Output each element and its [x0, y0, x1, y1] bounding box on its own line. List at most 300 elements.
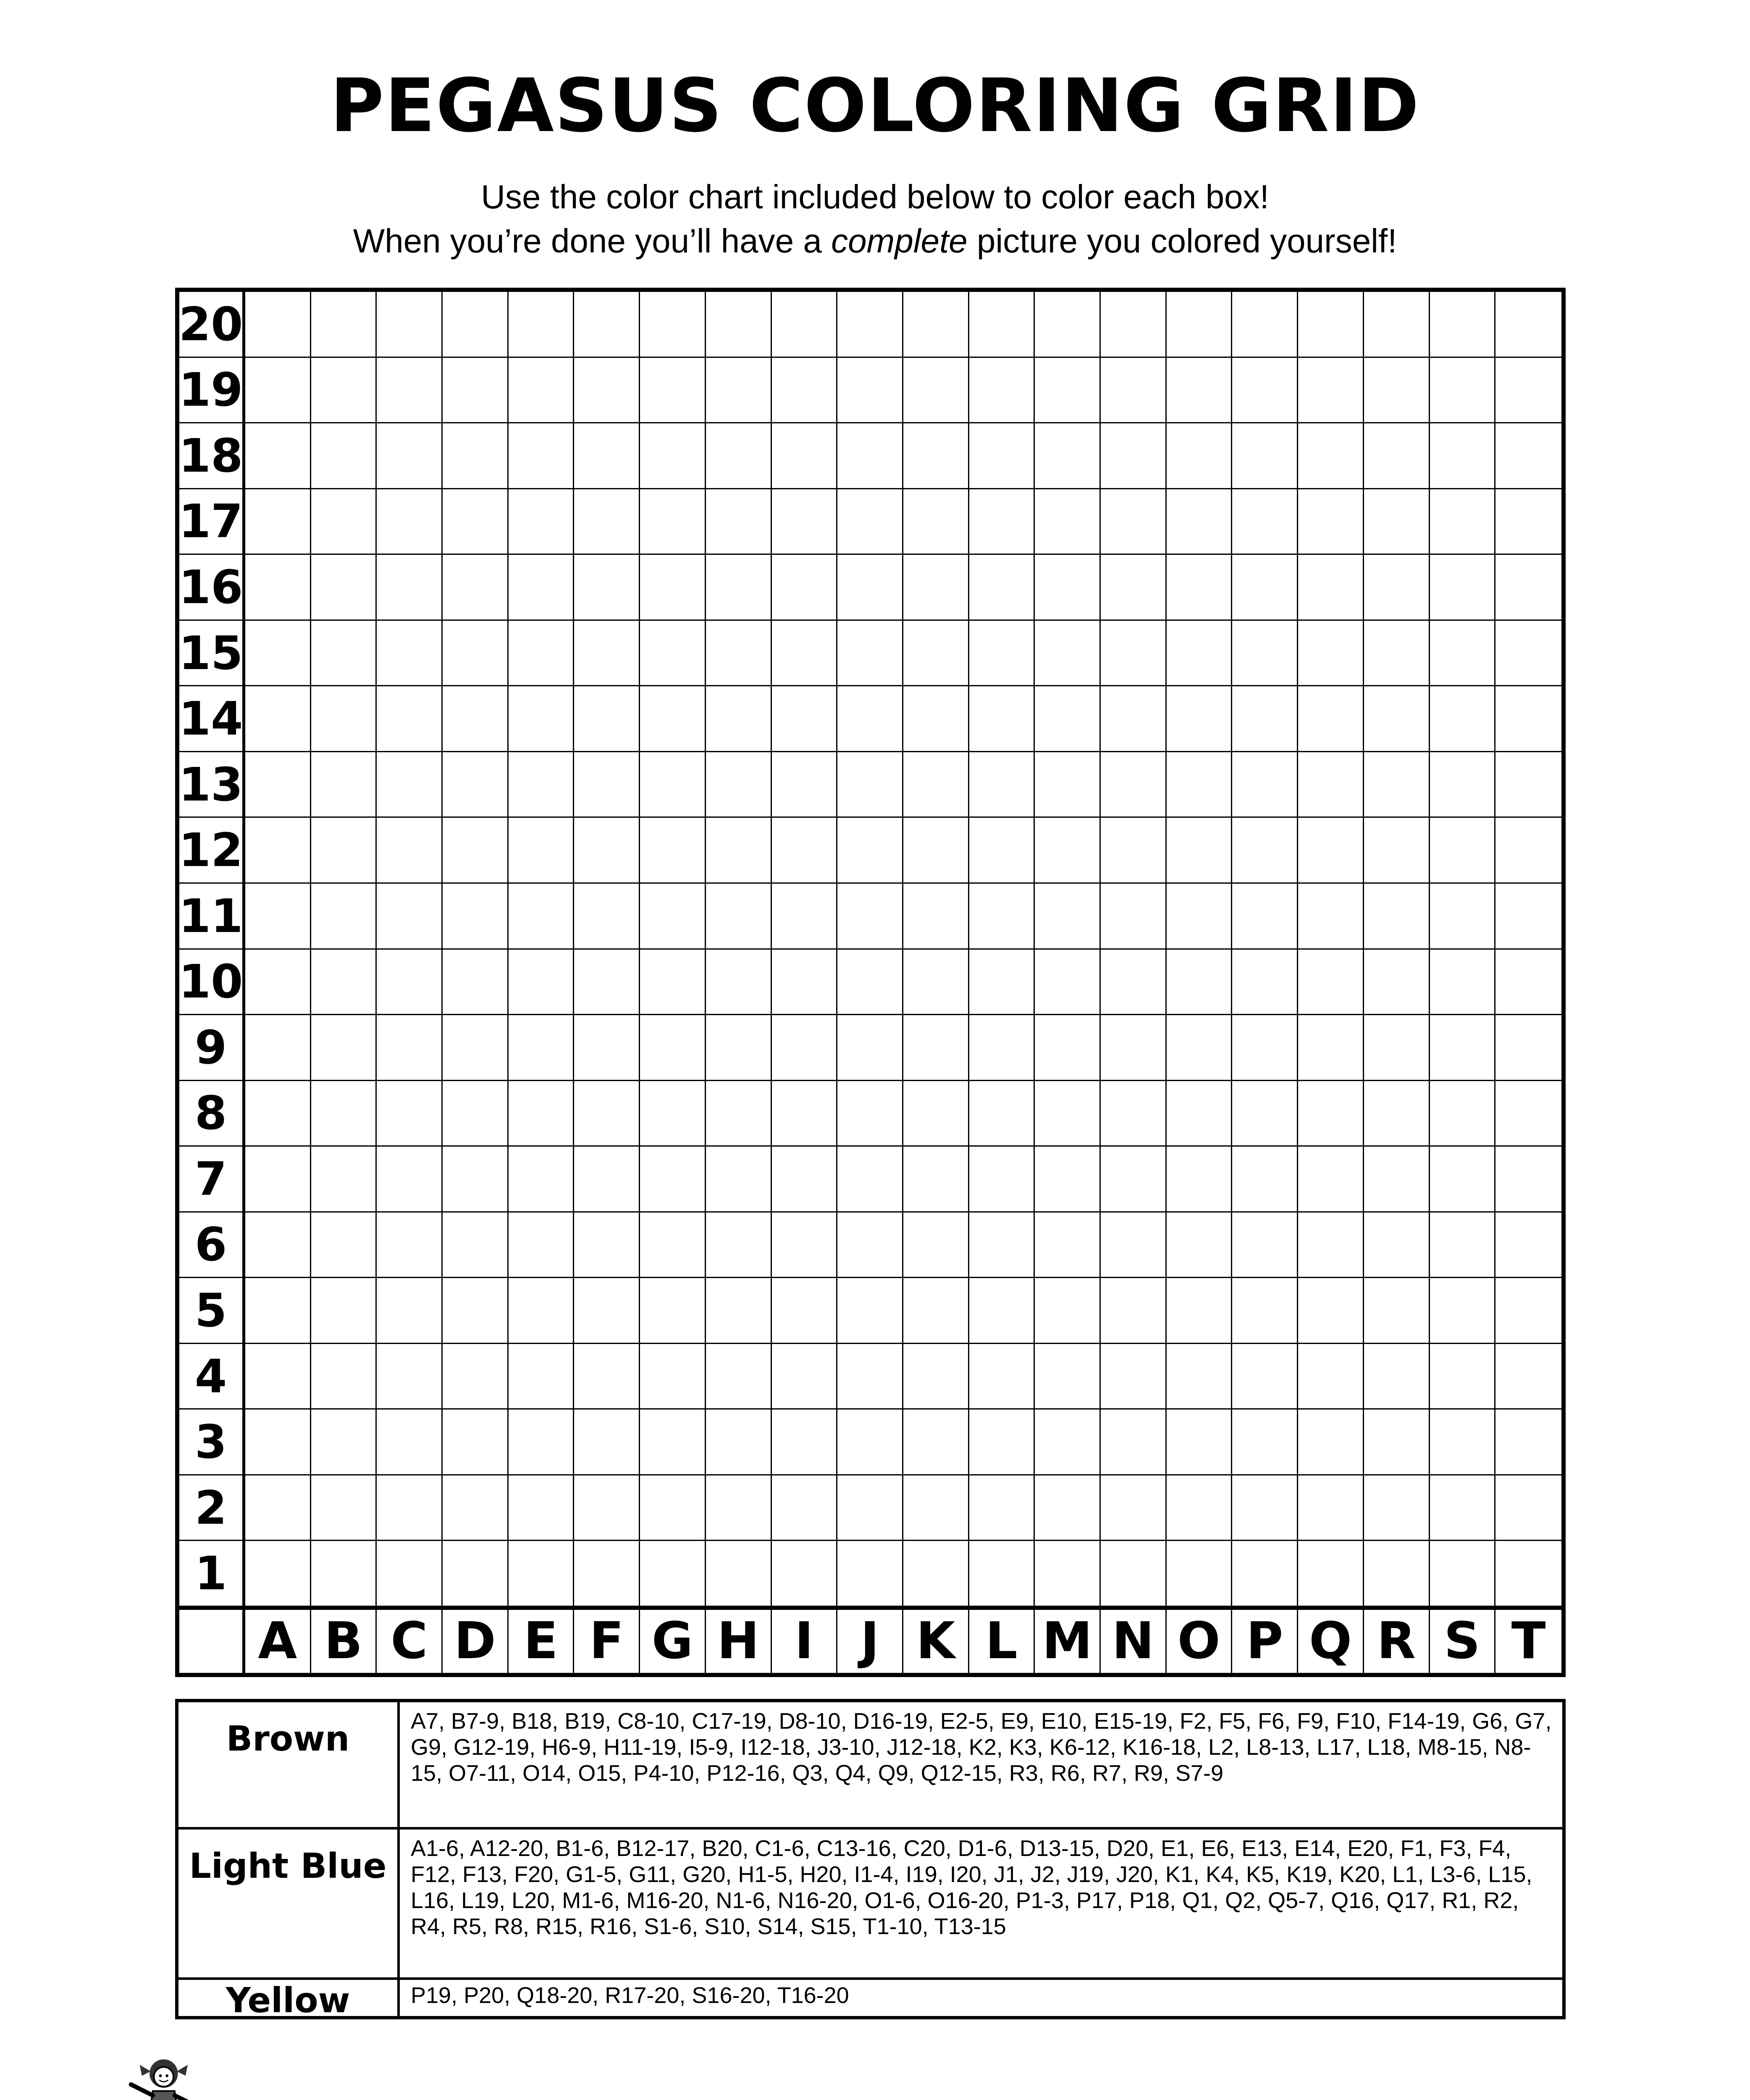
grid-cell: [1364, 292, 1430, 358]
grid-cell: [1496, 686, 1561, 752]
grid-cell: [1298, 752, 1364, 818]
grid-cell: [245, 884, 311, 950]
grid-cell: [706, 1015, 772, 1081]
grid-cell: [377, 1541, 443, 1607]
grid-cell: [1430, 686, 1496, 752]
grid-cell: [1496, 1015, 1561, 1081]
color-name: Brown: [178, 1702, 400, 1827]
grid-cell: [706, 1541, 772, 1607]
grid-cell: [903, 752, 969, 818]
grid-cell: [1232, 1015, 1298, 1081]
grid-cell: [969, 884, 1035, 950]
grid-cell: [837, 1344, 903, 1410]
grid-cell: [837, 950, 903, 1016]
grid-cell: [1101, 1344, 1167, 1410]
color-name: Light Blue: [178, 1830, 400, 1977]
grid-cell: [377, 1344, 443, 1410]
grid-row-label: 2: [179, 1475, 245, 1541]
grid-cell: [706, 1278, 772, 1344]
grid-cell: [1364, 1147, 1430, 1213]
grid-cell: [1035, 1213, 1101, 1278]
grid-row-label: 17: [179, 489, 245, 555]
grid-row-label: 14: [179, 686, 245, 752]
grid-cell: [443, 1410, 509, 1475]
grid-cell: [509, 358, 575, 424]
grid-cell: [903, 1147, 969, 1213]
grid-cell: [509, 1344, 575, 1410]
grid-cell: [772, 686, 838, 752]
color-name: Yellow: [178, 1980, 400, 2016]
grid-cell: [903, 621, 969, 687]
grid-cell: [1430, 752, 1496, 818]
grid-cell: [245, 1081, 311, 1147]
instructions-emphasis: complete: [831, 222, 968, 260]
grid-cell: [1167, 621, 1233, 687]
grid-cell: [640, 423, 706, 489]
grid-cell: [377, 1278, 443, 1344]
grid-cell: [377, 423, 443, 489]
grid-cell: [574, 1081, 640, 1147]
grid-cell: [245, 1278, 311, 1344]
instructions-line-2-start: When you’re done you’ll have a: [353, 222, 832, 260]
grid-cell: [245, 1147, 311, 1213]
grid-cell: [1298, 423, 1364, 489]
grid-cell: [574, 686, 640, 752]
grid-cell: [1232, 1081, 1298, 1147]
grid-cell: [1298, 1213, 1364, 1278]
grid-cell: [837, 423, 903, 489]
grid-cell: [1496, 1475, 1561, 1541]
grid-cell: [1101, 818, 1167, 884]
grid-cell: [1035, 1541, 1101, 1607]
grid-cell: [1430, 358, 1496, 424]
grid-cell: [772, 1213, 838, 1278]
grid-cell: [509, 1541, 575, 1607]
grid-cell: [443, 555, 509, 621]
grid-cell: [1298, 1541, 1364, 1607]
grid-cell: [245, 423, 311, 489]
grid-cell: [1298, 1278, 1364, 1344]
grid-column-label: L: [969, 1607, 1035, 1673]
grid-cell: [903, 1278, 969, 1344]
grid-cell: [706, 686, 772, 752]
grid-cell: [640, 1278, 706, 1344]
grid-row-label: 1: [179, 1541, 245, 1607]
grid-cell: [1298, 1410, 1364, 1475]
grid-cell: [837, 752, 903, 818]
grid-cell: [509, 752, 575, 818]
grid-cell: [377, 1147, 443, 1213]
grid-cell: [443, 950, 509, 1016]
grid-cell: [640, 1475, 706, 1541]
grid-cell: [1035, 423, 1101, 489]
grid-cell: [509, 1278, 575, 1344]
grid-cell: [509, 621, 575, 687]
grid-cell: [837, 489, 903, 555]
grid-row-label: 6: [179, 1213, 245, 1278]
grid-cell: [1167, 1344, 1233, 1410]
grid-cell: [311, 1410, 377, 1475]
grid-cell: [1364, 950, 1430, 1016]
grid-column-label: F: [574, 1607, 640, 1673]
grid-cell: [1364, 358, 1430, 424]
grid-cell: [772, 358, 838, 424]
grid-cell: [1101, 884, 1167, 950]
grid-cell: [1167, 686, 1233, 752]
grid-cell: [1232, 752, 1298, 818]
grid-cell: [1430, 950, 1496, 1016]
grid-cell: [969, 358, 1035, 424]
grid-cell: [837, 1081, 903, 1147]
grid-cell: [443, 1475, 509, 1541]
grid-row-label: 3: [179, 1410, 245, 1475]
grid-cell: [1298, 621, 1364, 687]
grid-cell: [311, 884, 377, 950]
grid-cell: [903, 950, 969, 1016]
grid-cell: [1496, 1213, 1561, 1278]
grid-cell: [1035, 686, 1101, 752]
grid-cell: [377, 1213, 443, 1278]
grid-cell: [443, 1147, 509, 1213]
grid-cell: [640, 489, 706, 555]
grid-cell: [1035, 1278, 1101, 1344]
grid-row-label: 11: [179, 884, 245, 950]
grid-cell: [509, 292, 575, 358]
grid-cell: [1101, 489, 1167, 555]
grid-cell: [837, 1213, 903, 1278]
grid-cell: [245, 818, 311, 884]
grid-cell: [903, 358, 969, 424]
grid-cell: [969, 621, 1035, 687]
grid-cell: [509, 818, 575, 884]
grid-cell: [1364, 818, 1430, 884]
grid-cell: [969, 1541, 1035, 1607]
grid-cell: [837, 1475, 903, 1541]
grid-cell: [1035, 1081, 1101, 1147]
grid-cell: [1035, 1344, 1101, 1410]
grid-row-label: 15: [179, 621, 245, 687]
grid-cell: [311, 423, 377, 489]
grid-cell: [443, 1344, 509, 1410]
grid-cell: [245, 950, 311, 1016]
grid-cell: [903, 884, 969, 950]
grid-cell: [903, 1015, 969, 1081]
grid-cell: [1167, 423, 1233, 489]
grid-cell: [311, 621, 377, 687]
grid-cell: [772, 1541, 838, 1607]
grid-cell: [1232, 950, 1298, 1016]
grid-cell: [1232, 292, 1298, 358]
grid-column-label: S: [1430, 1607, 1496, 1673]
grid-cell: [1364, 752, 1430, 818]
grid-cell: [969, 686, 1035, 752]
grid-cell: [706, 1475, 772, 1541]
grid-cell: [311, 1015, 377, 1081]
grid-cell: [1232, 423, 1298, 489]
grid-cell: [1364, 1213, 1430, 1278]
grid-cell: [509, 950, 575, 1016]
grid-cell: [377, 686, 443, 752]
color-cell-list: A7, B7-9, B18, B19, C8-10, C17-19, D8-10, D16-19, E2-5, E9, E10, E15-19, F2, F5, F6, F9, F10, F14-19, G6, G7, G9, G12-19, H6-9, H11-19, I5-9, I12-18, J3-10, J12-18, K2, K3, K6-12, K16-18, L2, L8-13, L17, L18, M8-15, N8-15, O7-11, O14, O15, P4-10, P12-16, Q3, Q4, Q9, Q12-15, R3, R6, R7, R9, S7-9: [411, 1709, 1552, 1786]
grid-cell: [706, 358, 772, 424]
grid-cell: [1298, 292, 1364, 358]
grid-cell: [1364, 686, 1430, 752]
grid-cell: [509, 489, 575, 555]
grid-row-label: 12: [179, 818, 245, 884]
grid-cell: [1496, 1541, 1561, 1607]
grid-cell: [1430, 621, 1496, 687]
grid-cell: [574, 1410, 640, 1475]
grid-cell: [1430, 1278, 1496, 1344]
grid-column-label: B: [311, 1607, 377, 1673]
grid-column-label: I: [772, 1607, 838, 1673]
grid-cell: [1496, 555, 1561, 621]
grid-cell: [969, 950, 1035, 1016]
grid-cell: [574, 1213, 640, 1278]
grid-cell: [1430, 489, 1496, 555]
grid-cell: [903, 686, 969, 752]
grid-cell: [311, 1475, 377, 1541]
grid-cell: [1496, 884, 1561, 950]
grid-cell: [574, 1344, 640, 1410]
grid-cell: [245, 292, 311, 358]
grid-cell: [1364, 884, 1430, 950]
grid-cell: [509, 423, 575, 489]
grid-cell: [1496, 423, 1561, 489]
grid-cell: [311, 292, 377, 358]
grid-cell: [245, 358, 311, 424]
grid-cell: [969, 489, 1035, 555]
grid-cell: [969, 1278, 1035, 1344]
grid-cell: [969, 818, 1035, 884]
grid-cell: [640, 621, 706, 687]
grid-cell: [1035, 358, 1101, 424]
grid-cell: [245, 1344, 311, 1410]
grid-cell: [377, 1081, 443, 1147]
grid-cell: [1167, 1081, 1233, 1147]
grid-cell: [443, 1278, 509, 1344]
grid-cell: [377, 292, 443, 358]
grid-cell: [1298, 1015, 1364, 1081]
grid-cell: [245, 686, 311, 752]
grid-cell: [706, 1410, 772, 1475]
grid-cell: [1298, 818, 1364, 884]
grid-cell: [245, 752, 311, 818]
grid-cell: [706, 1081, 772, 1147]
grid-cell: [640, 884, 706, 950]
grid-cell: [1496, 1147, 1561, 1213]
grid-cell: [903, 1410, 969, 1475]
grid-cell: [1364, 423, 1430, 489]
grid-cell: [1298, 1147, 1364, 1213]
grid-cell: [706, 1147, 772, 1213]
grid-cell: [443, 1541, 509, 1607]
grid-cell: [1496, 292, 1561, 358]
instructions-line-1: Use the color chart included below to color each box!: [481, 178, 1269, 215]
grid-cell: [311, 950, 377, 1016]
grid-cell: [1364, 1278, 1430, 1344]
grid-cell: [772, 884, 838, 950]
grid-cell: [1232, 1410, 1298, 1475]
grid-cell: [245, 555, 311, 621]
grid-cell: [509, 1213, 575, 1278]
girl-mascot-icon: [111, 2052, 220, 2100]
grid-cell: [311, 555, 377, 621]
grid-cell: [1035, 752, 1101, 818]
grid-cell: [245, 1015, 311, 1081]
grid-cell: [1430, 1015, 1496, 1081]
grid-cell: [509, 1475, 575, 1541]
grid-cell: [1035, 1410, 1101, 1475]
grid-cell: [377, 621, 443, 687]
grid-column-label: G: [640, 1607, 706, 1673]
grid-cell: [1232, 818, 1298, 884]
grid-cell: [1430, 1410, 1496, 1475]
grid-cell: [1298, 1081, 1364, 1147]
grid-cell: [443, 358, 509, 424]
grid-cell: [903, 555, 969, 621]
grid-cell: [1430, 1475, 1496, 1541]
grid-cell: [1167, 292, 1233, 358]
grid-cell: [377, 489, 443, 555]
grid-cell: [509, 555, 575, 621]
color-chart-row-brown: [178, 1702, 1562, 1830]
grid-cell: [1035, 1475, 1101, 1541]
grid-cell: [443, 423, 509, 489]
grid-cell: [377, 752, 443, 818]
grid-row-label: 9: [179, 1015, 245, 1081]
grid-cell: [574, 1278, 640, 1344]
grid-cell: [443, 1081, 509, 1147]
grid-cell: [443, 292, 509, 358]
color-cell-list: A1-6, A12-20, B1-6, B12-17, B20, C1-6, C13-16, C20, D1-6, D13-15, D20, E1, E6, E13, E14, E20, F1, F3, F4, F12, F13, F20, G1-5, G11, G20, H1-5, H20, I1-4, I19, I20, J1, J2, J19, J20, K1, K4, K5, K19, K20, L1, L3-6, L15, L16, L19, L20, M1-6, M16-20, N1-6, N16-20, O1-6, O16-20, P1-3, P17, P18, Q1, Q2, Q5-7, Q16, Q17, R1, R2, R4, R5, R8, R15, R16, S1-6, S10, S14, S15, T1-10, T13-15: [411, 1836, 1532, 1940]
grid-cell: [706, 752, 772, 818]
grid-column-label: E: [509, 1607, 575, 1673]
grid-cell: [1035, 292, 1101, 358]
grid-cell: [1101, 1410, 1167, 1475]
grid-cell: [1167, 555, 1233, 621]
grid-cell: [1167, 950, 1233, 1016]
grid-column-label: A: [245, 1607, 311, 1673]
grid-cell: [640, 1344, 706, 1410]
grid-row-label: 5: [179, 1278, 245, 1344]
grid-column-label: P: [1232, 1607, 1298, 1673]
grid-cell: [772, 292, 838, 358]
grid-cell: [706, 423, 772, 489]
grid-cell: [1496, 752, 1561, 818]
grid-cell: [1035, 1015, 1101, 1081]
grid-cell: [1430, 1344, 1496, 1410]
grid-cell: [245, 489, 311, 555]
grid-cell: [1232, 1541, 1298, 1607]
grid-cell: [640, 950, 706, 1016]
grid-cell: [772, 1278, 838, 1344]
grid-cell: [1298, 686, 1364, 752]
grid-cell: [1167, 1410, 1233, 1475]
grid-column-label: Q: [1298, 1607, 1364, 1673]
grid-cell: [706, 818, 772, 884]
grid-cell: [640, 686, 706, 752]
grid-cell: [1496, 818, 1561, 884]
grid-cell: [772, 1147, 838, 1213]
grid-cell: [903, 1541, 969, 1607]
grid-cell: [1101, 1213, 1167, 1278]
grid-cell: [509, 1015, 575, 1081]
grid-cell: [1364, 489, 1430, 555]
grid-cell: [1167, 358, 1233, 424]
grid-cell: [1364, 621, 1430, 687]
grid-cell: [969, 1410, 1035, 1475]
grid-cell: [1167, 1541, 1233, 1607]
grid-cell: [1430, 1081, 1496, 1147]
grid-cell: [1496, 489, 1561, 555]
grid-cell: [574, 818, 640, 884]
grid-cell: [1298, 884, 1364, 950]
grid-cell: [574, 752, 640, 818]
grid-cell: [574, 358, 640, 424]
grid-cell: [311, 1344, 377, 1410]
grid-cell: [1035, 818, 1101, 884]
grid-cell: [1232, 884, 1298, 950]
grid-cell: [574, 423, 640, 489]
grid-cell: [706, 292, 772, 358]
grid-cell: [772, 950, 838, 1016]
grid-cell: [1035, 555, 1101, 621]
grid-cell: [574, 555, 640, 621]
grid-cell: [640, 752, 706, 818]
grid-cell: [311, 1213, 377, 1278]
grid-cell: [903, 818, 969, 884]
color-chart-row-yellow: [178, 1980, 1562, 2021]
grid-cell: [1232, 489, 1298, 555]
grid-cell: [1496, 1410, 1561, 1475]
grid-column-label: K: [903, 1607, 969, 1673]
grid-cell: [903, 1213, 969, 1278]
grid-cell: [574, 950, 640, 1016]
grid-cell: [443, 884, 509, 950]
grid-cell: [1101, 950, 1167, 1016]
grid-cell: [640, 292, 706, 358]
grid-cell: [311, 818, 377, 884]
grid-cell: [969, 292, 1035, 358]
grid-cell: [574, 1147, 640, 1213]
grid-cell: [1430, 292, 1496, 358]
grid-cell: [443, 686, 509, 752]
grid-cell: [640, 358, 706, 424]
grid-cell: [1496, 1278, 1561, 1344]
grid-cell: [443, 818, 509, 884]
grid-cell: [377, 358, 443, 424]
grid-cell: [1232, 1213, 1298, 1278]
grid-cell: [245, 1541, 311, 1607]
grid-cell: [640, 1081, 706, 1147]
grid-cell: [1101, 1015, 1167, 1081]
grid-cell: [969, 1475, 1035, 1541]
grid-cell: [311, 752, 377, 818]
grid-cell: [1035, 489, 1101, 555]
grid-cell: [837, 1410, 903, 1475]
grid-cell: [443, 1213, 509, 1278]
grid-cell: [1101, 358, 1167, 424]
grid-cell: [837, 686, 903, 752]
grid-cell: [1298, 555, 1364, 621]
grid-corner: [179, 1607, 245, 1673]
grid-cell: [1364, 1081, 1430, 1147]
grid-cell: [969, 1213, 1035, 1278]
grid-cell: [1035, 884, 1101, 950]
grid-cell: [377, 1410, 443, 1475]
grid-cell: [1496, 1344, 1561, 1410]
